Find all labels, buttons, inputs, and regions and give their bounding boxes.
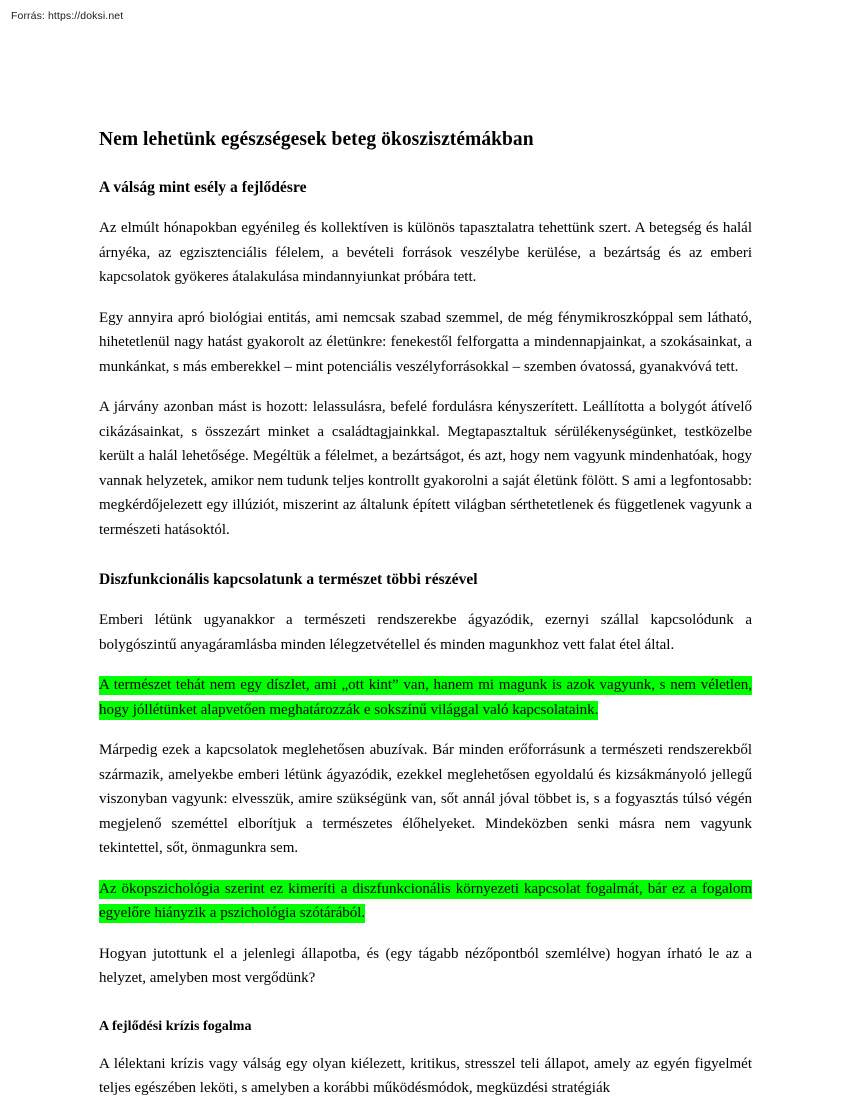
section-heading-developmental-crisis: A fejlődési krízis fogalma	[99, 1018, 252, 1034]
paragraph-4: Emberi létünk ugyanakkor a természeti rendszerekbe ágyazódik, ezernyi szállal kapcsolódunk a bolygószintű anyagáramlásba minden lélegzetvétellel és minden magunkhoz vett falat étel által.	[99, 612, 752, 653]
paragraph-6: Márpedig ezek a kapcsolatok meglehetősen abuzívak. Bár minden erőforrásunk a természeti rendszerekből származik, amelyekbe emberi létünk ágyazódik, ezekkel meglehetősen egyoldalú és kizsákmányoló jellegű viszonyban vagyunk: elvesszük, amire szükségünk van, sőt annál jóval többet is, s a fogyasztás túlsó végén megjelenő szeméttel elborítjuk a természetes élőhelyeket. Mindeközben senki másra nem vagyunk tekintettel, sőt, önmagunkra sem.	[99, 742, 752, 856]
document-content	[99, 128, 752, 1100]
green-highlight-1: A természet tehát nem egy díszlet, ami „ott kint” van, hanem mi magunk is azok vagyunk, s nem véletlen, hogy jóllétünket alapvetően meghatározzák e sokszínű világgal való kapcsolataink.	[99, 677, 752, 718]
paragraph-3: A járvány azonban mást is hozott: lelassulásra, befelé fordulásra kényszerített. Leállította a bolygót átívelő cikázásainkat, s összezárt minket a családtagjainkkal. Megtapasztaltuk sérülékenységünket, testközelbe került a halál lehetősége. Megéltük a félelmet, a bezártságot, és azt, hogy nem vagyunk mindenhatóak, hogy vannak helyzetek, amikor nem tudunk teljes kontrollt gyakorolni a saját életünk fölött. S ami a legfontosabb: megkérdőjelezett egy illúziót, miszerint az általunk épített világban sérthetetlenek és függetlenek vagyunk a természeti hatásoktól.	[99, 399, 752, 538]
paragraph-7-highlighted	[99, 877, 752, 926]
paragraph-1: Az elmúlt hónapokban egyénileg és kollektíven is különös tapasztalatra tehettünk szert. A betegség és halál árnyéka, az egzisztenciális félelem, a bevételi források veszélybe kerülése, a bezártság és az emberi kapcsolatok gyökeres átalakulása mindannyiunkat próbára tett.	[99, 220, 752, 285]
source-url-header: Forrás: https://doksi.net	[11, 10, 124, 22]
green-highlight-2: Az ökopszichológia szerint ez kimeríti a diszfunkcionális környezeti kapcsolat fogalmát, bár ez a fogalom egyelőre hiányzik a pszichológia szótárából.	[99, 880, 752, 921]
paragraph-8: Hogyan jutottunk el a jelenlegi állapotba, és (egy tágabb nézőpontból szemlélve) hogyan írható le az a helyzet, amelyben most vergődünk?	[99, 945, 752, 986]
section-heading-dysfunctional-relationship: Diszfunkcionális kapcsolatunk a természet többi részével	[99, 571, 478, 588]
page-title: Nem lehetünk egészségesek beteg ökoszisztémákban	[99, 129, 534, 150]
section-heading-crisis-as-chance: A válság mint esély a fejlődésre	[99, 179, 307, 196]
paragraph-2: Egy annyira apró biológiai entitás, ami nemcsak szabad szemmel, de még fénymikroszkóppal sem látható, hihetetlenül nagy hatást gyakorolt az életünkre: fenekestől felforgatta a mindennapjainkat, a szokásainkat, a munkánkat, s más emberekkel – mint potenciális veszélyforrásokkal – szemben óvatossá, gyanakvóvá tett.	[99, 309, 752, 375]
paragraph-5-highlighted	[99, 673, 752, 722]
paragraph-9: A lélektani krízis vagy válság egy olyan kiélezett, kritikus, stresszel teli állapot, amely az egyén figyelmét teljes egészében leköti, s amelyben a korábbi működésmódok, megküzdési stratégiák	[99, 1055, 752, 1096]
